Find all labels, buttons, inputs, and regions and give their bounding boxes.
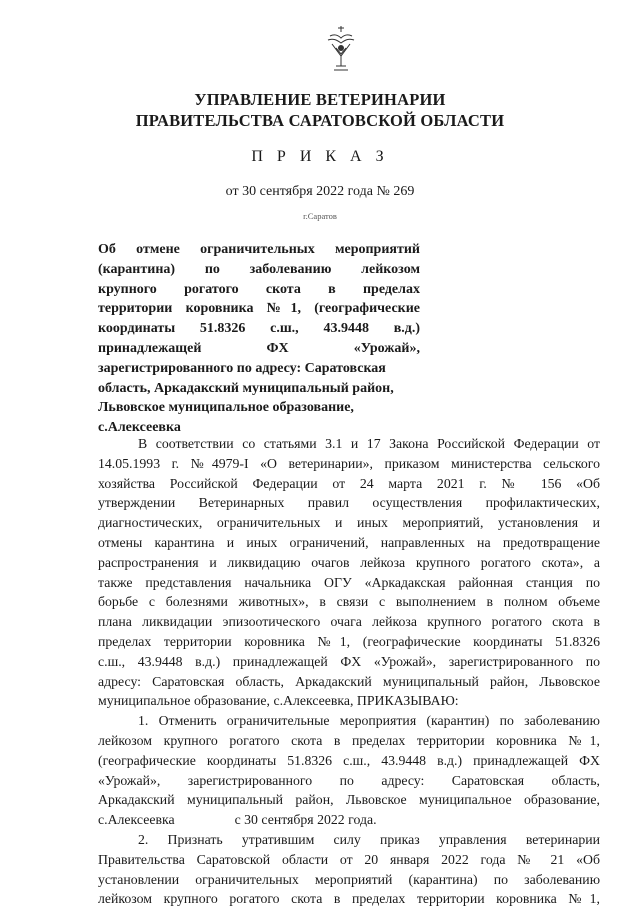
body-line: В соответствии со статьями 3.1 и 17 Закона Российской Федерации от [138,436,600,451]
body-line: с.ш., 43.9448 в.д.) принадлежащей ФХ «Урожай», зарегистрированного по [98,653,600,669]
subject-line: принадлежащей ФХ «Урожай», [98,340,420,356]
body-line: «Урожай», зарегистрированного по адресу: Саратовская область, [98,772,600,788]
order-body [98,434,600,909]
body-line: плана ликвидации эпизоотического очага лейкоза крупного рогатого скота в [98,614,600,630]
body-line: 14.05.1993 г. №4979-I «О ветеринарии», приказом министерства сельского [98,455,600,471]
subject-line: координаты 51.8326 с.ш., 43.9448 в.д.) [98,321,420,337]
body-line: 1. Отменить ограничительные мероприятия (карантин) по заболеванию [138,713,600,729]
body-line: диагностических, ограничительных и иных мероприятий, установления и [98,515,600,531]
subject-line: Львовское муниципальное образование, [98,400,354,416]
order-subject [98,240,420,438]
order-date-number: от 30 сентября 2022 года № 269 [225,184,415,199]
coat-of-arms-emblem-icon [324,22,358,74]
body-line: распространения и ликвидацию очагов лейкоза крупного рогатого скота», а [98,554,600,570]
order-place: г.Саратов [303,211,337,221]
body-line: утверждении Ветеринарных правил осуществления профилактических, [98,495,600,511]
body-line-composite [98,810,600,830]
subject-line: с.Алексеевка [98,420,181,436]
subject-line: территории коровника №1, (географические [98,301,420,317]
agency-name-line-1: УПРАВЛЕНИЕ ВЕТЕРИНАРИИ [194,90,446,109]
body-line: лейкозом крупного рогатого скота в пределах территории коровника №1, [98,732,600,748]
order-title: П Р И К А З [251,148,389,165]
body-line: хозяйства Российской Федерации от 24 марта 2021 г. № 156 «Об [98,475,600,491]
body-line: с.Алексеевка [98,812,175,828]
body-line: Правительства Саратовской области от 20 января 2022 года № 21 «Об [98,851,600,867]
body-line: пределах территории коровника №1, (географические координаты 51.8326 [98,633,600,649]
body-line: отмены карантина и иных ограничений, направленных на предотвращение [98,534,600,550]
body-line: муниципальное образование, с.Алексеевка, ПРИКАЗЫВАЮ: [98,693,459,709]
body-line: с 30 сентября 2022 года. [234,812,377,828]
subject-line: (карантина) по заболеванию лейкозом [98,261,420,277]
subject-line: крупного рогатого скота в пределах [98,281,420,297]
body-line: борьбе с болезнями животных», в связи с выполнением в полном объеме [98,594,600,610]
body-line: также представления начальника ОГУ «Аркадакская районная станция по [98,574,600,590]
body-line: 2. Признать утратившим силу приказ управления ветеринарии [138,831,600,847]
subject-line: Об отмене ограничительных мероприятий [98,242,420,257]
agency-name-line-2: ПРАВИТЕЛЬСТВА САРАТОВСКОЙ ОБЛАСТИ [135,111,505,130]
body-line: (географические координаты 51.8326 с.ш., 43.9448 в.д.) принадлежащей ФХ [98,752,600,768]
subject-line: область, Аркадакский муниципальный район, [98,380,394,396]
body-line: Аркадакский муниципальный район, Львовское муниципальное образование, [98,792,600,808]
body-line: адресу: Саратовская область, Аркадакский муниципальный район, Львовское [98,673,600,689]
body-line: установлении ограничительных мероприятий (карантина) по заболеванию [98,871,600,887]
subject-line: зарегистрированного по адресу: Саратовская [98,360,386,376]
body-line: лейкозом крупного рогатого скота в пределах территории коровника №1, [98,891,600,907]
